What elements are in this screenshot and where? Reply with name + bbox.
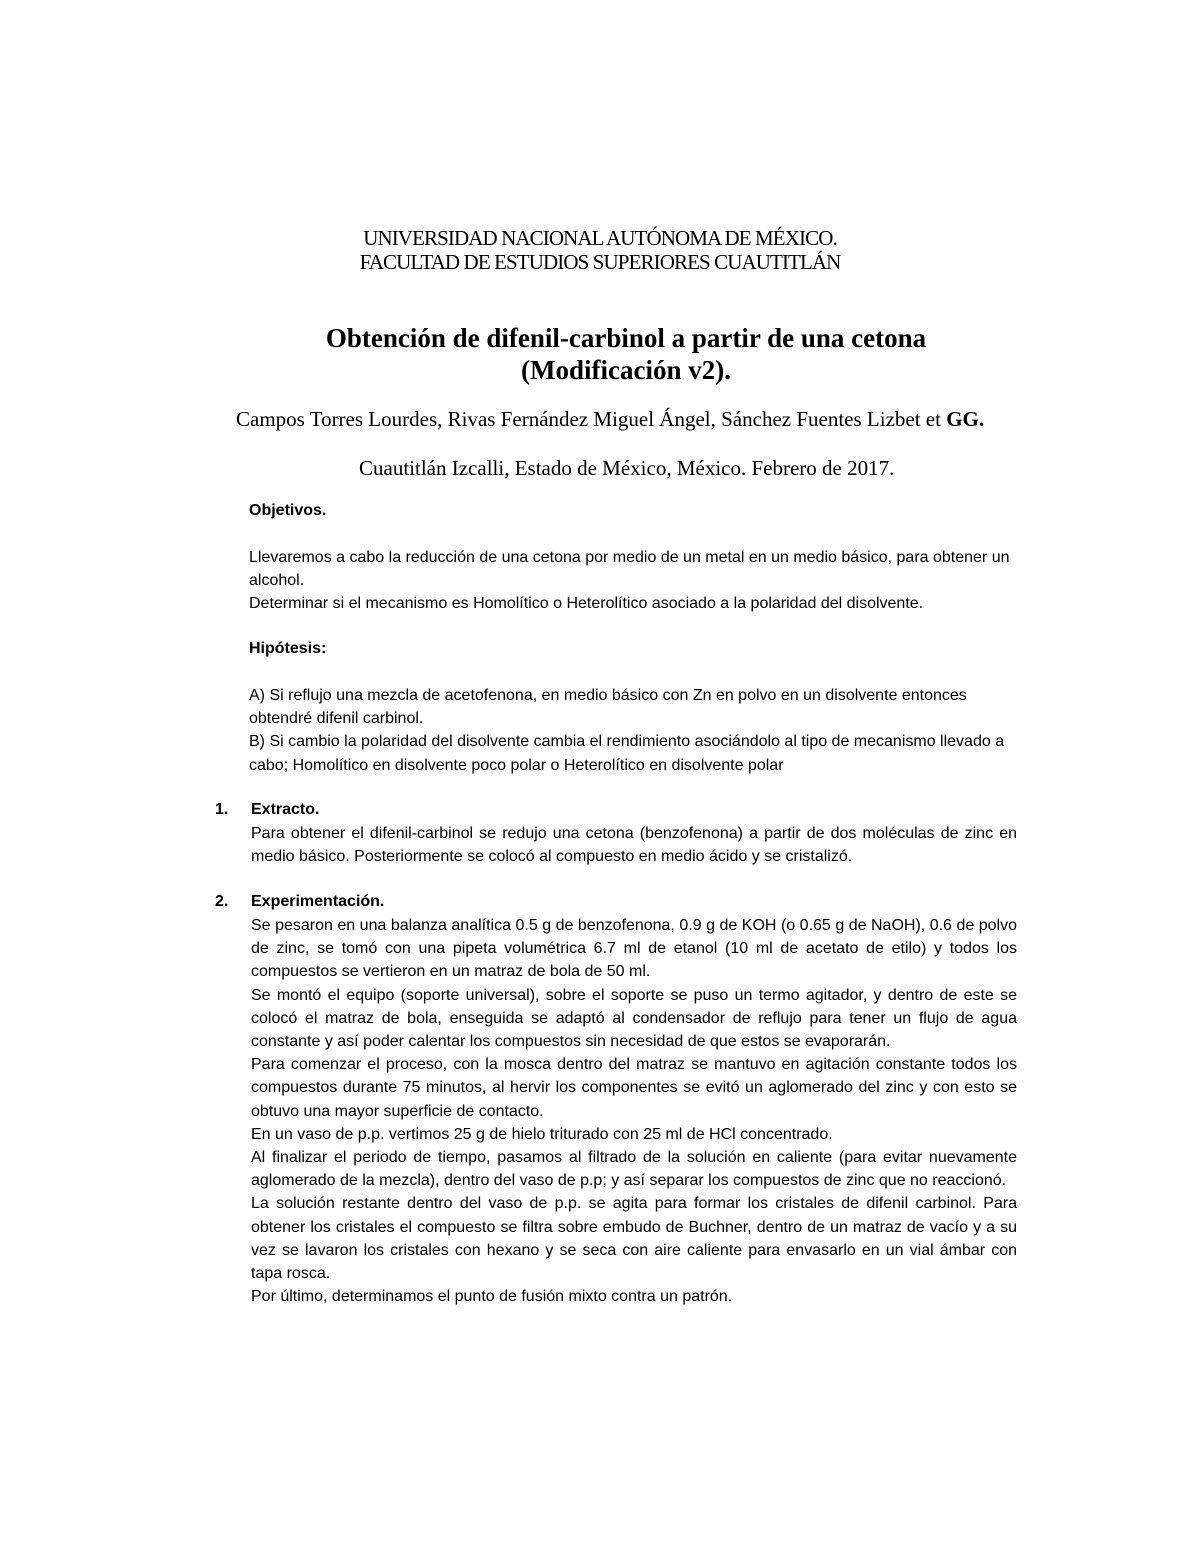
section-paragraph: Para comenzar el proceso, con la mosca dentro del matraz se mantuvo en agitación constante todos los compuestos durante 75 minutos, al hervir los componentes se evitó un aglomerado del zinc y con esto se obtuvo una mayor superficie de contacto.: [251, 1056, 1017, 1120]
experimentation-text: [251, 914, 1017, 1308]
document-title-line1: Obtención de difenil-carbinol a partir de una cetona: [325, 323, 927, 353]
hypothesis-item: A) Si reflujo una mezcla de acetofenona, en medio básico con Zn en polvo en un disolvente entonces obtendré difenil carbinol.: [249, 687, 967, 728]
abstract-text: [251, 822, 1017, 868]
section-paragraph: Se pesaron en una balanza analítica 0.5 g de benzofenona, 0.9 g de KOH (o 0.65 g de NaOH), 0.6 de polvo de zinc, se tomó con una pipeta volumétrica 6.7 ml de etanol (10 ml de acetato de etilo) y todos los compuestos se vertieron en un matraz de bola de 50 ml.: [251, 917, 1017, 981]
section-paragraph: Para obtener el difenil-carbinol se redujo una cetona (benzofenona) a partir de dos moléculas de zinc en medio básico. Posteriormente se colocó al compuesto en medio ácido y se cristalizó.: [251, 825, 1017, 866]
section-paragraph: Por último, determinamos el punto de fusión mixto contra un patrón.: [251, 1288, 733, 1306]
objective-item: Determinar si el mecanismo es Homolítico o Heterolítico asociado a la polaridad del disolvente.: [249, 595, 924, 613]
authors-group: GG.: [946, 407, 985, 431]
section-paragraph: En un vaso de p.p. vertimos 25 g de hielo triturado con 25 ml de HCl concentrado.: [251, 1125, 833, 1143]
section-title: Experimentación.: [251, 893, 385, 910]
document-title-line2: (Modificación v2).: [521, 355, 731, 385]
section-paragraph: Se montó el equipo (soporte universal), sobre el soporte se puso un termo agitador, y dentro de este se colocó el matraz de bola, enseguida se adaptó al condensador de reflujo para tener un flujo de agua constante y así poder calentar los compuestos sin necesidad de que estos se evaporarán.: [251, 986, 1017, 1051]
section-paragraph: Al finalizar el periodo de tiempo, pasamos al filtrado de la solución en caliente (para evitar nuevamente aglomerado de la mezcla), dentro del vaso de p.p; y así separar los compuestos de zinc que no reaccionó.: [251, 1149, 1017, 1190]
section-paragraph: La solución restante dentro del vaso de p.p. se agita para formar los cristales de difenil carbinol. Para obtener los cristales el compuesto se filtra sobre embudo de Buchner, dentro de un matraz de vacío y a su vez se lavaron los cristales con hexano y se seca con aire caliente para envasarlo en un vial ámbar con tapa rosca.: [251, 1195, 1017, 1283]
authors-names: Campos Torres Lourdes, Rivas Fernández Miguel Ángel, Sánchez Fuentes Lizbet et: [236, 407, 947, 431]
hypothesis-item: B) Si cambio la polaridad del disolvente cambia el rendimiento asociándolo al tipo de mecanismo llevado a cabo; Homolítico en disolvente poco polar o Heterolítico en disolvente polar: [249, 733, 1005, 774]
faculty-name: FACULTAD DE ESTUDIOS SUPERIORES CUAUTITLÁN: [359, 250, 841, 274]
university-name: UNIVERSIDAD NACIONAL AUTÓNOMA DE MÉXICO.: [363, 226, 837, 250]
section-number: 1.: [215, 801, 229, 818]
authors-line: [236, 406, 984, 432]
objectives-heading: Objetivos.: [249, 502, 327, 519]
section-number: 2.: [215, 893, 229, 910]
section-title: Extracto.: [251, 801, 320, 818]
place-date: Cuautitlán Izcalli, Estado de México, México. Febrero de 2017.: [359, 456, 895, 480]
objectives-text: [249, 546, 1019, 616]
hypothesis-text: [249, 684, 1019, 777]
objective-item: Llevaremos a cabo la reducción de una cetona por medio de un metal en un medio básico, para obtener un alcohol.: [249, 549, 1010, 590]
hypothesis-heading: Hipótesis:: [249, 640, 327, 657]
